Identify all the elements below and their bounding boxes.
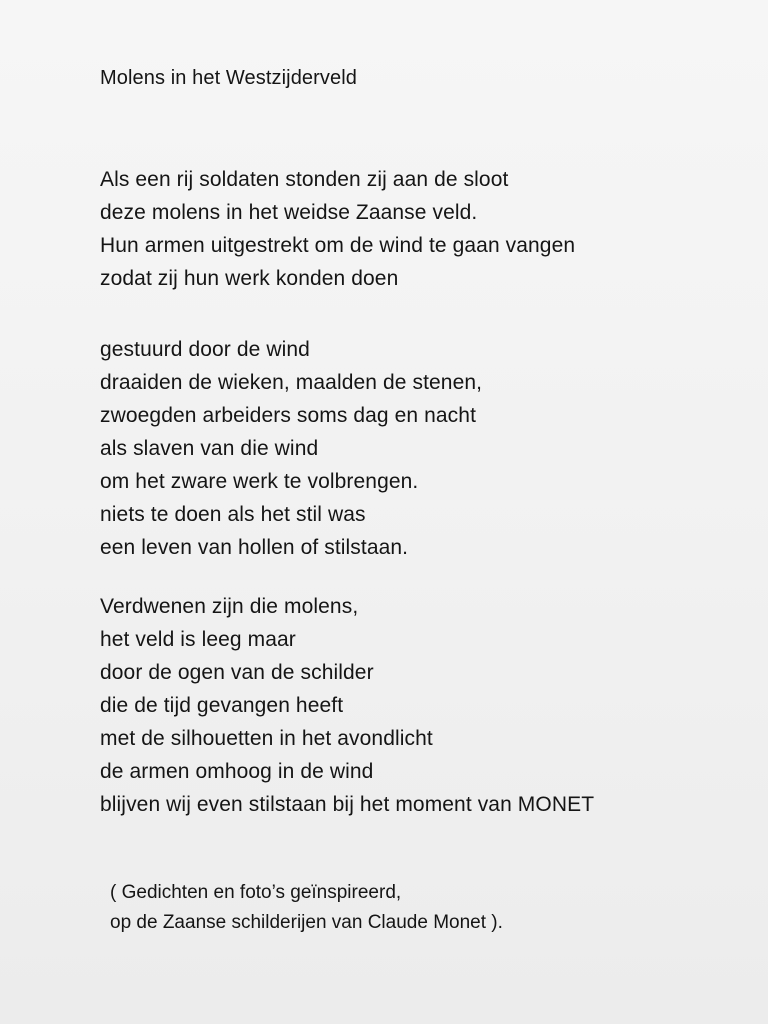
poem-line: door de ogen van de schilder [100, 661, 374, 684]
poem-line: Hun armen uitgestrekt om de wind te gaan vangen [100, 234, 576, 257]
footnote [110, 878, 503, 938]
poem-title: Molens in het Westzijderveld [100, 67, 357, 89]
poem-line: gestuurd door de wind [100, 338, 310, 361]
poem-line: Als een rij soldaten stonden zij aan de sloot [100, 168, 509, 191]
poem-line: die de tijd gevangen heeft [100, 694, 344, 717]
poem-line: een leven van hollen of stilstaan. [100, 536, 409, 559]
poem-line: blijven wij even stilstaan bij het moment van MONET [100, 793, 595, 816]
poem-line: het veld is leeg maar [100, 628, 296, 651]
poem-line: als slaven van die wind [100, 437, 319, 460]
stanza-2 [100, 333, 482, 564]
poem-line: Verdwenen zijn die molens, [100, 595, 359, 618]
poem-line: om het zware werk te volbrengen. [100, 470, 419, 493]
poem-line: deze molens in het weidse Zaanse veld. [100, 201, 478, 224]
poem-line: zodat zij hun werk konden doen [100, 267, 399, 290]
poem-line: de armen omhoog in de wind [100, 760, 374, 783]
poem-line: zwoegden arbeiders soms dag en nacht [100, 404, 477, 427]
footnote-line: ( Gedichten en foto’s geïnspireerd, [110, 882, 402, 903]
poem-line: niets te doen als het stil was [100, 503, 366, 526]
footnote-line: op de Zaanse schilderijen van Claude Monet ). [110, 912, 503, 933]
poem-line: met de silhouetten in het avondlicht [100, 727, 433, 750]
stanza-3 [100, 590, 594, 821]
stanza-1 [100, 163, 575, 295]
poem-line: draaiden de wieken, maalden de stenen, [100, 371, 483, 394]
